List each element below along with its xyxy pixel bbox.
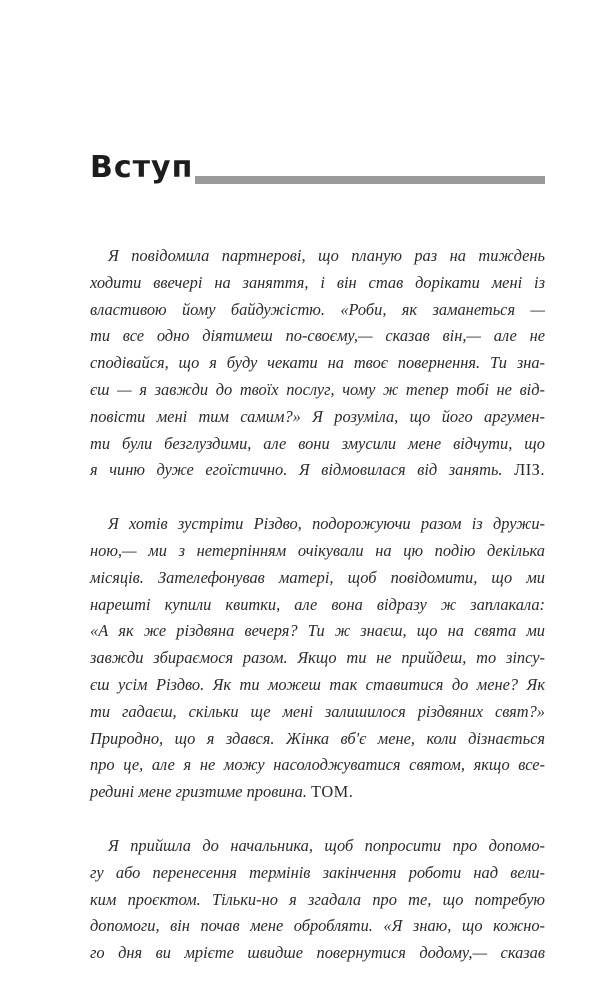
text-line: нарешті купили квитки, але вона відразу ж заплакала: xyxy=(90,594,545,614)
text-line: Природно, що я здався. Жінка вб'є мене, коли дізнається xyxy=(90,728,545,748)
signature: ЛІЗ. xyxy=(514,460,545,480)
paragraph-3 xyxy=(90,833,545,967)
text-line: Я прийшла до начальника, щоб попросити про допомо- xyxy=(108,835,545,855)
text-line: ходити ввечері на заняття, і він став дорікати мені із xyxy=(90,272,545,292)
text-line-with-signature xyxy=(90,779,545,806)
text-line: завжди збираємося разом. Якщо ти не прийдеш, то зіпсу- xyxy=(90,648,545,668)
text-line: про це, але я не можу насолоджуватися святом, якщо все- xyxy=(90,755,545,775)
text-line: властивою йому байдужістю. «Роби, як заманеться — xyxy=(90,299,545,319)
text-line: допомоги, він почав мене обробляти. «Я знаю, що кожно- xyxy=(90,916,545,936)
text-line: єш усім Різдво. Як ти можеш так ставитися до мене? Як xyxy=(90,674,545,694)
text-line-with-signature xyxy=(90,457,545,484)
text-line: «А як же різдвяна вечеря? Ти ж знаєш, що на свята ми xyxy=(90,621,545,641)
body-text xyxy=(90,243,545,994)
text-line: го дня ви мрієте швидше повернутися додому,— сказав xyxy=(90,943,545,963)
text-line: Я повідомила партнерові, що планую раз на тиждень xyxy=(108,246,545,265)
text-line: Я хотів зустріти Різдво, подорожуючи разом із дружи- xyxy=(108,514,545,534)
text-line: ти все одно діятимеш по-своєму,— сказав він,— але не xyxy=(90,326,545,346)
paragraph-2 xyxy=(90,511,545,806)
text-fragment: я чиню дуже егоїстично. Я відмовилася від занять. xyxy=(90,460,503,480)
text-line: місяців. Зателефонував матері, щоб повідомити, що ми xyxy=(90,567,545,587)
text-line: ти були безглуздими, але вони змусили мене відчути, що xyxy=(90,433,545,453)
text-line: повісти мені тим самим?» Я розуміла, що його аргумен- xyxy=(90,406,545,426)
signature: ТОМ. xyxy=(311,782,354,802)
text-fragment: редині мене гризтиме провина. xyxy=(90,782,307,802)
text-line: ною,— ми з нетерпінням очікували на цю подію декілька xyxy=(90,540,545,560)
text-line: ти гадаєш, скільки ще мені залишилося різдвяних свят?» xyxy=(90,701,545,721)
text-line: гу або перенесення термінів закінчення роботи над вели- xyxy=(90,862,545,882)
text-line: сподівайся, що я буду чекати на твоє повернення. Ти зна- xyxy=(90,353,545,373)
chapter-heading: Вступ xyxy=(90,150,194,185)
text-line: єш — я завжди до твоїх послуг, чому ж тепер тобі не від- xyxy=(90,379,545,399)
paragraph-1 xyxy=(90,243,545,484)
text-line: ким проєктом. Тільки-но я згадала про те, що потребую xyxy=(90,889,545,909)
heading-row xyxy=(90,150,545,190)
